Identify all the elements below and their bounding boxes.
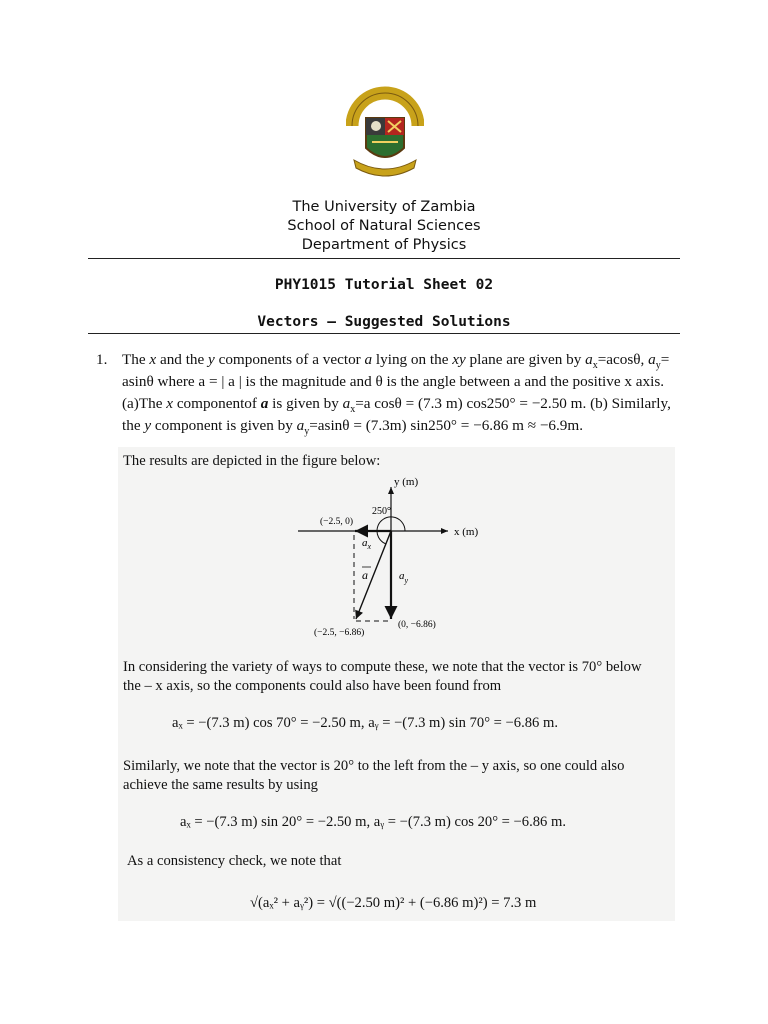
scanned-solution-panel [118,447,675,921]
title-divider [88,333,680,334]
point-bottom-left-label: (−2.5, −6.86) [314,628,365,638]
school-name: School of Natural Sciences [287,218,481,234]
department-name: Department of Physics [301,237,467,253]
para2-line2: achieve the same results by using [123,777,318,793]
para3: As a consistency check, we note that [127,853,342,869]
results-intro: The results are depicted in the figure below: [123,453,381,469]
equation-2: aₓ = −(7.3 m) sin 20° = −2.50 m, aᵧ = −(7.3 m) cos 20° = −6.86 m. [180,814,566,830]
angle-label: 250° [372,506,391,517]
problem-line-1: The x and the y components of a vector a lying on the xy plane are given by $a_x=acos\theta$, $a_y=$ [122,351,670,372]
equation-3: √(aₓ² + aᵧ²) = √((−2.50 m)² + (−6.86 m)²) = 7.3 m [250,895,537,911]
ax-label: $a_x$ [362,537,372,551]
problem-line-4: the y component is given by $a_y=asin\theta = (7.3m) \sin 250^\circ = -6.86$ m ≈ −6.9m. [122,417,583,438]
para1-line2: the – x axis, so the components could also have been found from [123,678,502,694]
point-left-label: (−2.5, 0) [320,517,354,527]
x-axis-label: x (m) [454,526,479,538]
header-divider [88,258,680,259]
equation-1: aₓ = −(7.3 m) cos 70° = −2.50 m, aᵧ = −(7.3 m) sin 70° = −6.86 m. [172,715,558,731]
y-axis-label: y (m) [394,476,419,488]
sheet-title: PHY1015 Tutorial Sheet 02 [274,277,494,293]
point-bottom-label: (0, −6.86) [398,620,436,630]
para1-line1: In considering the variety of ways to compute these, we note that the vector is 70° below [123,659,642,675]
x-axis-arrowhead [441,528,448,534]
ay-label: $a_y$ [399,570,409,585]
sheet-subtitle: Vectors – Suggested Solutions [257,314,511,330]
problem-number: 1. [96,351,108,368]
problem-line-2: asinθ where a = | a | is the magnitude and θ is the angle between a and the positive x axis. [122,373,665,390]
y-axis-arrowhead [388,487,394,494]
university-crest-logo [346,86,424,182]
problem-line-3: (a)The x componentof a is given by $a_x=a$ cosθ = (7.3 m) cos250° = −2.50 m. (b) Similarly, [122,395,671,416]
vector-components-figure [298,469,528,649]
para2-line1: Similarly, we note that the vector is 20° to the left from the – y axis, so one could also [123,758,625,774]
institution-name: The University of Zambia [292,199,476,215]
vector-a-label: a [362,568,368,582]
